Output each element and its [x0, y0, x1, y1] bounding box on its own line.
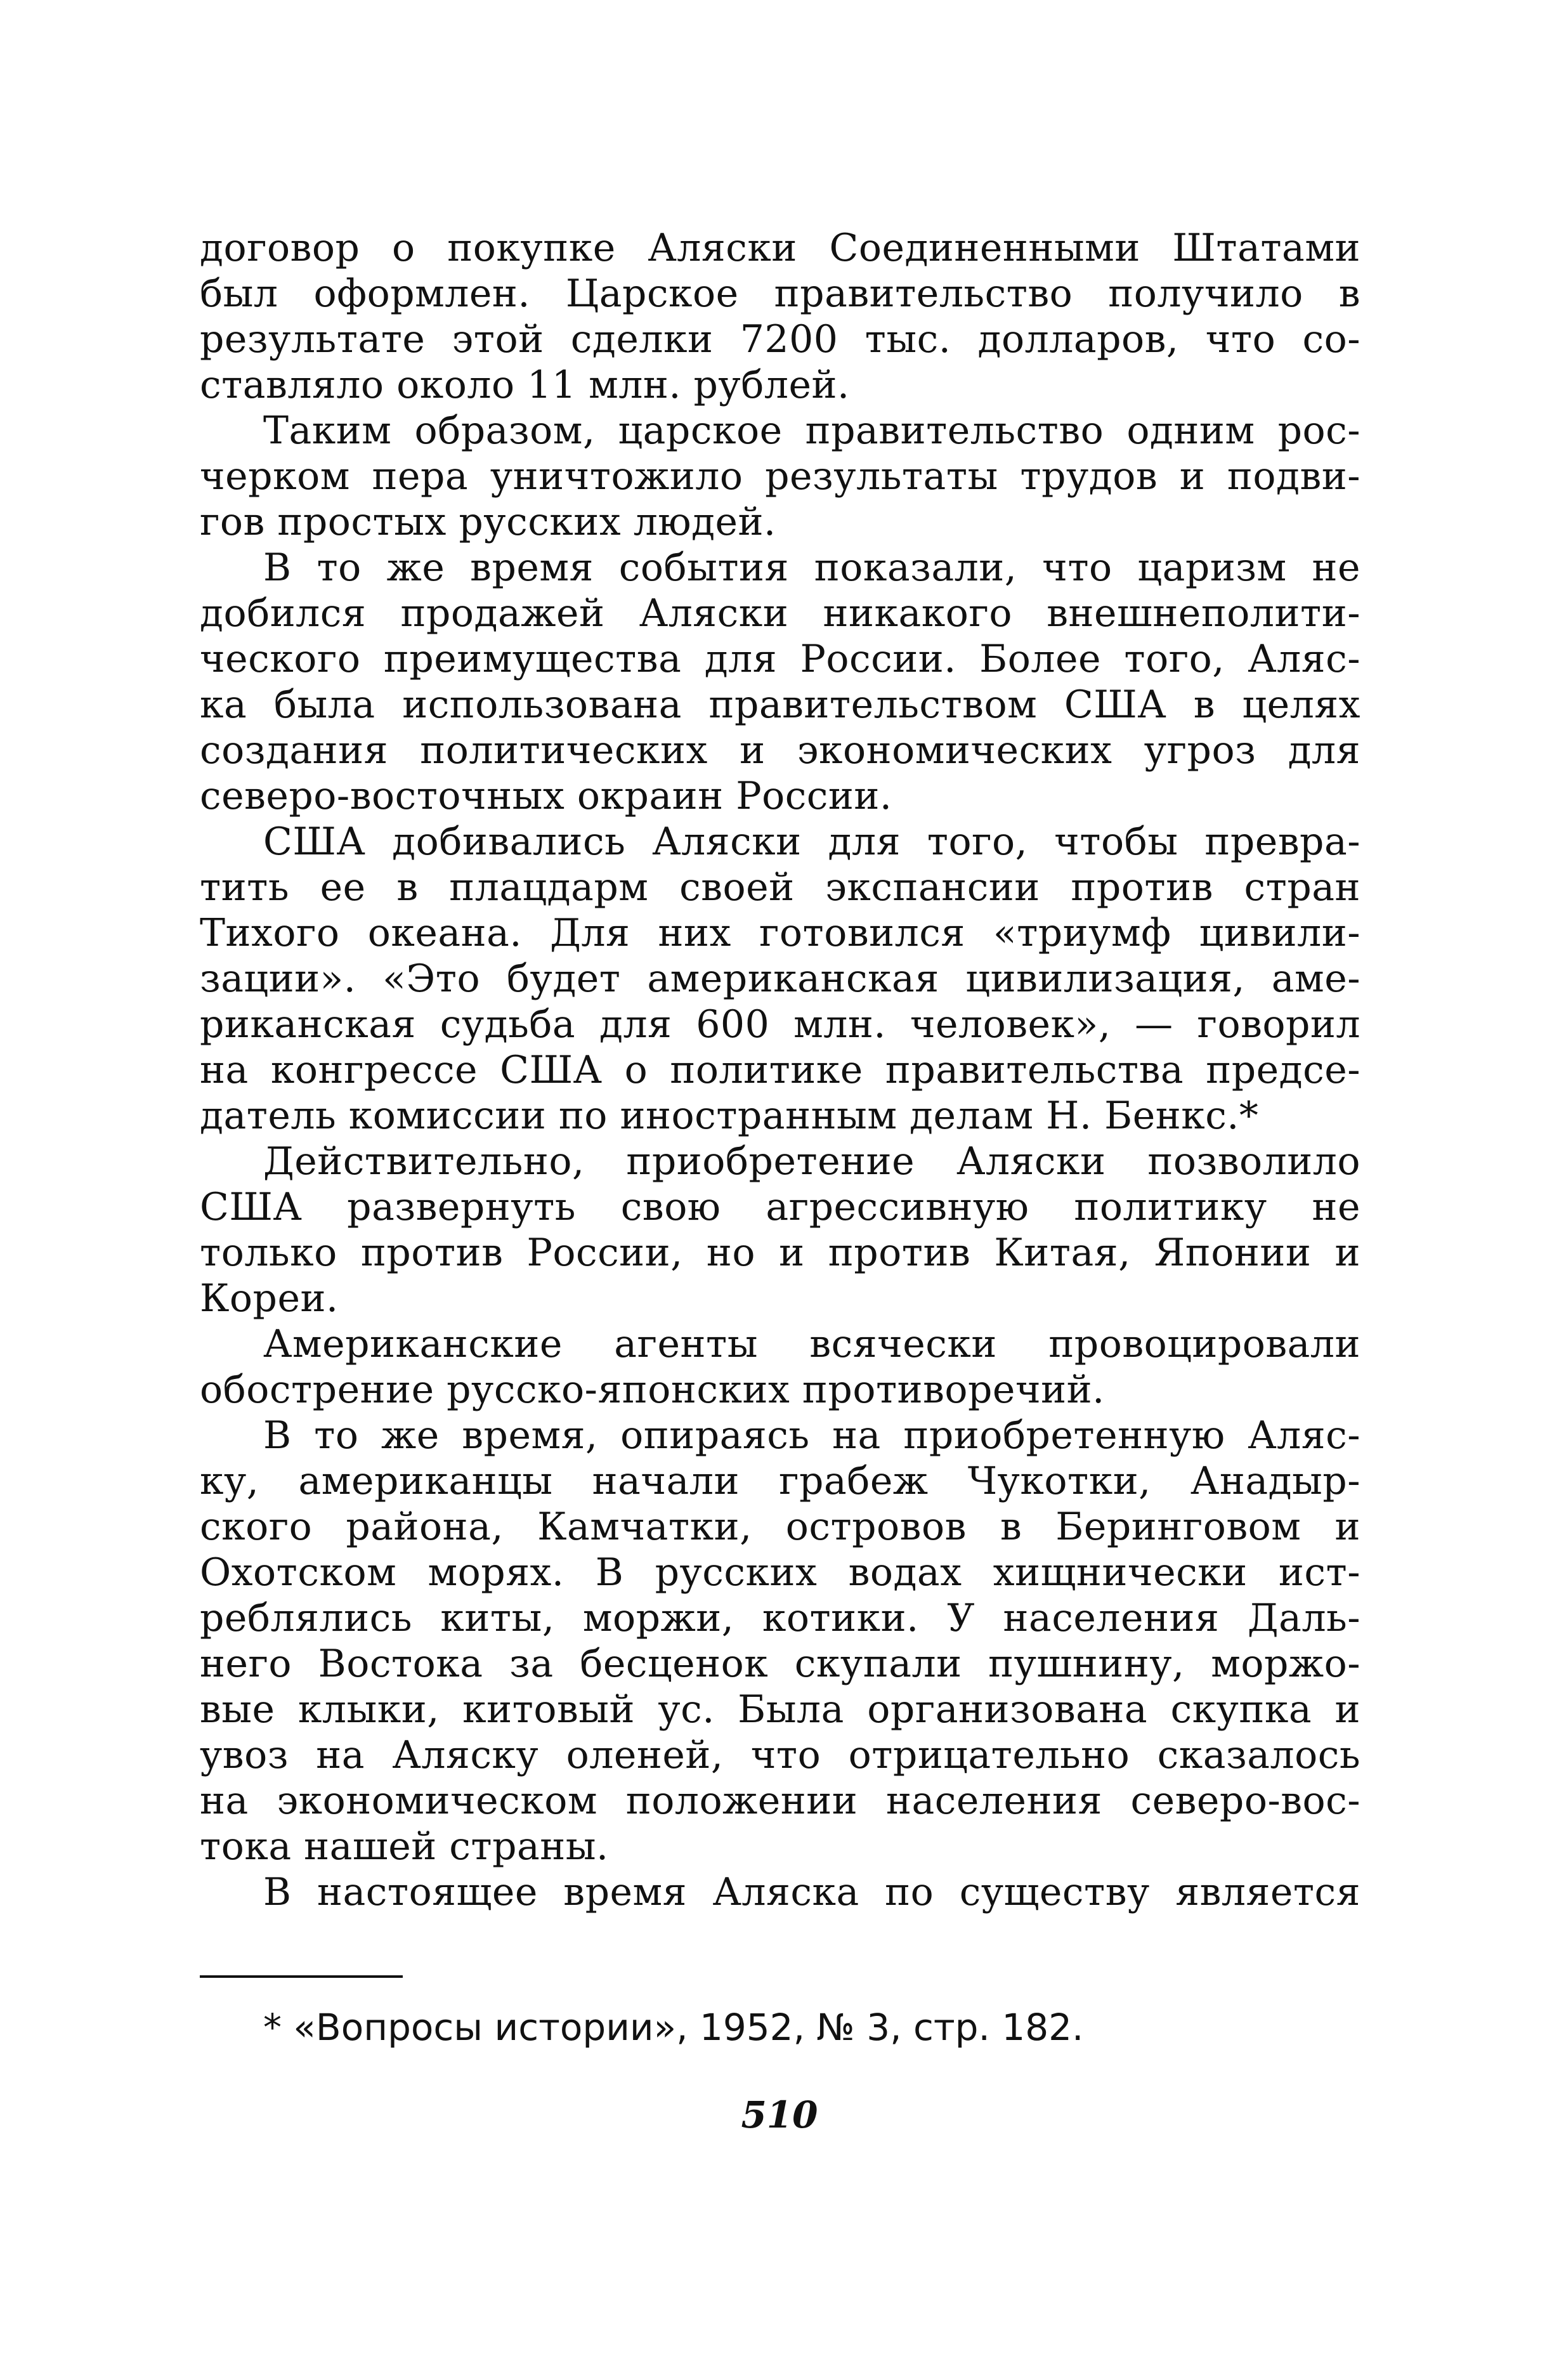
text-line: Таким образом, царское правительство одним рос- [263, 409, 1360, 453]
text-line: был оформлен. Царское правительство получило в [200, 271, 1360, 316]
text-line: вые клыки, китовый ус. Была организована скупка и [200, 1687, 1360, 1732]
text-line: В то же время, опираясь на приобретенную Аляс- [263, 1413, 1360, 1458]
text-line: США развернуть свою агрессивную политику не [200, 1185, 1360, 1229]
text-line: него Востока за бесценок скупали пушнину, моржо- [200, 1642, 1360, 1686]
paragraph [200, 225, 1360, 408]
footnote: * «Вопросы истории», 1952, № 3, стр. 182. [263, 2006, 1084, 2049]
text-line: обострение русско-японских противоречий. [200, 1368, 1105, 1412]
text-line: только против России, но и против Китая, Японии и [200, 1231, 1360, 1275]
text-line: черком пера уничтожило результаты трудов и подви- [200, 454, 1360, 499]
paragraph [200, 1139, 1360, 1321]
text-line: ку, американцы начали грабеж Чукотки, Анадыр- [200, 1459, 1360, 1503]
text-line: Тихого океана. Для них готовился «триумф цивили- [200, 911, 1360, 955]
text-line: северо-восточных окраин России. [200, 774, 892, 818]
text-line: ческого преимущества для России. Более того, Аляс- [200, 637, 1360, 681]
text-line: датель комиссии по иностранным делам Н. Бенкс.* [200, 1094, 1259, 1138]
paragraph [200, 1321, 1360, 1413]
text-line: тить ее в плацдарм своей экспансии против стран [200, 865, 1360, 910]
text-line: результате этой сделки 7200 тыс. долларов, что со- [200, 317, 1360, 362]
body-text [200, 225, 1360, 1915]
text-line: Действительно, приобретение Аляски позволило [263, 1139, 1360, 1184]
paragraph [200, 408, 1360, 545]
paragraph [200, 545, 1360, 819]
text-line: реблялись киты, моржи, котики. У населения Даль- [200, 1596, 1360, 1640]
footnote-divider [200, 1975, 403, 1978]
text-line: гов простых русских людей. [200, 500, 776, 544]
text-line: договор о покупке Аляски Соединенными Штатами [200, 226, 1360, 270]
text-line: США добивались Аляски для того, чтобы превра- [263, 820, 1360, 864]
text-line: Американские агенты всячески провоцировали [263, 1322, 1360, 1366]
paragraph [200, 1869, 1360, 1915]
text-line: добился продажей Аляски никакого внешнеполити- [200, 591, 1360, 636]
text-line: Охотском морях. В русских водах хищнически ист- [200, 1550, 1360, 1595]
text-line: В то же время события показали, что царизм не [263, 546, 1360, 590]
text-line: ского района, Камчатки, островов в Беринговом и [200, 1505, 1360, 1549]
text-line: создания политических и экономических угроз для [200, 728, 1360, 773]
text-line: В настоящее время Аляска по существу является [263, 1870, 1360, 1914]
paragraph [200, 819, 1360, 1139]
text-line: увоз на Аляску оленей, что отрицательно сказалось [200, 1733, 1360, 1777]
page-number: 510 [741, 2093, 818, 2136]
text-line: Кореи. [200, 1276, 339, 1321]
text-line: зации». «Это будет американская цивилизация, аме- [200, 957, 1360, 1001]
text-line: ставляло около 11 млн. рублей. [200, 363, 850, 407]
text-line: ка была использована правительством США в целях [200, 683, 1360, 727]
text-line: риканская судьба для 600 млн. человек», — говорил [200, 1002, 1360, 1047]
text-line: тока нашей страны. [200, 1824, 609, 1869]
paragraph [200, 1413, 1360, 1869]
text-line: на конгрессе США о политике правительства предсе- [200, 1048, 1360, 1092]
text-line: на экономическом положении населения северо-вос- [200, 1779, 1360, 1823]
